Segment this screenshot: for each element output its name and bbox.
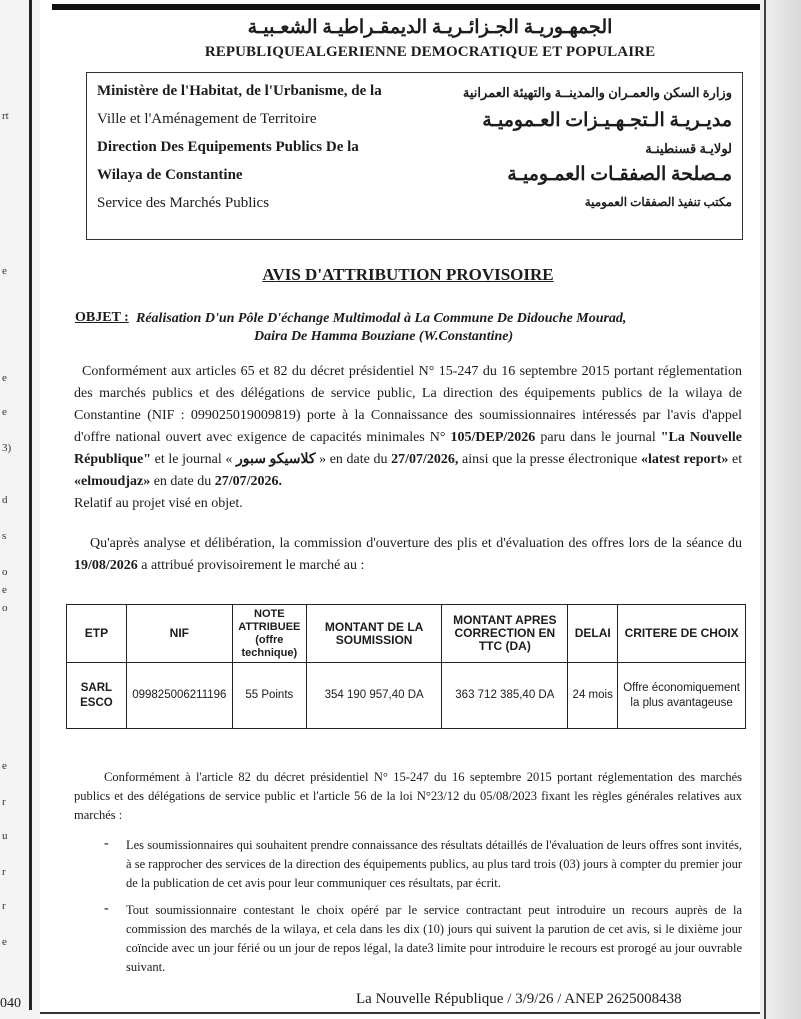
intro-text: paru dans le journal <box>540 430 656 445</box>
arabic-republic-heading: الجمهـوريـة الجـزائـريـة الديمقـراطيـة الشعـبيـة <box>247 17 613 38</box>
legal-paragraph: Conformément à l'article 82 du décret présidentiel N° 15-247 du 16 septembre 2015 portant réglementation des marchés publics et des délégations de service public et l'article 56 de la loi N°23/12 du 05/08/2023 fixant les règles générales relatives aux marchés : <box>74 770 742 822</box>
table-header-row <box>67 605 746 663</box>
margin-fragment: e <box>2 760 7 772</box>
e-press-name: «latest report» <box>641 452 729 467</box>
cell-critere: Offre économiquement la plus avantageuse <box>618 663 746 729</box>
right-edge-rule <box>764 0 766 1019</box>
cell-delai: 24 mois <box>568 663 618 729</box>
bullet-dash: - <box>104 901 109 916</box>
bullet-dash: - <box>104 836 109 851</box>
header-nif: NIF <box>126 605 232 663</box>
margin-fragment: e <box>2 406 7 418</box>
arabic-service-line: مـصلحة الصفقـات العمـوميـة <box>507 164 732 185</box>
objet-text <box>136 310 696 346</box>
tender-reference: 105/DEP/2026 <box>450 430 536 445</box>
table-row <box>67 663 746 729</box>
french-republic-heading: REPUBLIQUEALGERIENNE DEMOCRATIQUE ET POPULAIRE <box>204 44 656 60</box>
arabic-wilaya-line: لولايـة قسنطينـة <box>645 141 732 156</box>
intro-text: ainsi que la presse électronique <box>462 452 638 467</box>
margin-fragment: e <box>2 936 7 948</box>
service-line: Service des Marchés Publics <box>97 195 270 211</box>
ministry-line-2: Ville et l'Aménagement de Territoire <box>97 111 317 127</box>
header-montant: MONTANT DE LA SOUMISSION <box>306 605 442 663</box>
header-etp: ETP <box>67 605 127 663</box>
intro-text: Relatif au projet visé en objet. <box>74 496 243 511</box>
deliberation-text: Qu'après analyse et délibération, la commission d'ouverture des plis et d'évaluation des offres lors de la séance du <box>90 536 742 551</box>
objet-label: OBJET : <box>75 310 129 325</box>
cell-montant-apres: 363 712 385,40 DA <box>442 663 568 729</box>
e-press-name: «elmoudjaz» <box>74 474 151 489</box>
intro-paragraph <box>74 361 742 515</box>
left-margin-rule <box>29 0 32 1010</box>
intro-text: et le journal « <box>154 452 233 467</box>
intro-text: en date du <box>153 474 212 489</box>
session-date: 19/08/2026 <box>74 558 138 573</box>
margin-fragment: o <box>2 602 8 614</box>
margin-fragment: e <box>2 265 7 277</box>
wilaya-line: Wilaya de Constantine <box>97 167 243 183</box>
objet-line-1: Réalisation D'un Pôle D'échange Multimodal à La Commune De Didouche Mourad, <box>136 311 627 326</box>
deliberation-paragraph <box>74 533 742 577</box>
margin-fragment: 3) <box>2 442 12 454</box>
publication-footer: La Nouvelle République / 3/9/26 / ANEP 2625008438 <box>356 991 682 1007</box>
cell-note: 55 Points <box>232 663 306 729</box>
right-scan-edge <box>760 0 801 1019</box>
header-delai: DELAI <box>568 605 618 663</box>
bottom-rule <box>40 1012 760 1014</box>
ministry-line: Ministère de l'Habitat, de l'Urbanisme, de la <box>97 83 382 99</box>
journal-name: "La Nouvelle République" <box>74 430 743 467</box>
arabic-office-line: مكتب تنفيذ الصفقات العمومية <box>584 195 732 209</box>
bullet-item: Les soumissionnaires qui souhaitent prendre connaissance des résultats détaillés de l'évaluation de leurs offres sont invités, à se rapprocher des services de la direction des équipements publics, au plus tard trois (03) jours à compter du premier jour de la publication de cet avis pour leur communiquer ces résultats, par écrit. <box>126 838 742 890</box>
attribution-table <box>66 604 746 729</box>
ministry-header-box <box>86 72 743 240</box>
cell-nif: 099825006211196 <box>126 663 232 729</box>
top-border-bar <box>52 4 760 10</box>
arabic-ministry-line: وزارة السكن والعمـران والمدينــة والتهيئة العمرانية <box>462 85 732 100</box>
objet-line-2: Daira De Hamma Bouziane (W.Constantine) <box>254 329 514 344</box>
notice-title: AVIS D'ATTRIBUTION PROVISOIRE <box>262 265 554 284</box>
direction-line: Direction Des Equipements Publics De la <box>97 139 359 155</box>
header-critere: CRITERE DE CHOIX <box>618 605 746 663</box>
header-montant-apres: MONTANT APRES CORRECTION EN TTC (DA) <box>442 605 568 663</box>
publication-date: 27/07/2026. <box>214 474 283 489</box>
intro-text: et <box>731 452 743 467</box>
arabic-direction-line: مديـريـة الـتجـهـيـزات العـموميـة <box>482 110 732 131</box>
header-note: NOTE ATTRIBUEE (offre technique) <box>232 605 306 663</box>
cell-montant: 354 190 957,40 DA <box>306 663 442 729</box>
margin-fragment: r <box>2 796 6 808</box>
margin-fragment: e <box>2 584 7 596</box>
deliberation-text: a attribué provisoirement le marché au : <box>141 558 365 573</box>
margin-fragment: o <box>2 566 8 578</box>
margin-fragment: r <box>2 866 6 878</box>
page-fragment-number: 040 <box>0 996 21 1011</box>
publication-date: 27/07/2026, <box>391 452 459 467</box>
margin-fragment: s <box>2 530 7 542</box>
cell-etp: SARL ESCO <box>67 663 127 729</box>
margin-fragment: rt <box>2 110 9 122</box>
intro-text: Conformément aux articles 65 et 82 du décret présidentiel N° 15-247 du 16 septembre 2015 portant réglementation des marchés publics et des délégations de service public, La direction des équipements publics de la wilaya de Constantine (NIF : 099025019009819) porte à la Connaissance des soumissionnaires intéressés par l'avis d'appel d'offre national ouvert avec exigence de capacités minimales N° <box>74 364 742 445</box>
intro-text: » en date du <box>319 452 388 467</box>
left-page-margin <box>0 0 40 1019</box>
bullet-item: Tout soumissionnaire contestant le choix opéré par le service contractant peut introduire un recours auprès de la commission des marchés de la wilaya, et cela dans les dix (10) jours qui suivent la parution de cet avis, si le dixième jour coïncide avec un jour férié ou un jour de repos légal, la date3 limite pour introduire le recours est prorogé au jour ouvrable suivant. <box>126 903 742 974</box>
margin-fragment: d <box>2 494 8 506</box>
margin-fragment: r <box>2 900 6 912</box>
margin-fragment: e <box>2 372 7 384</box>
arabic-journal-name: كلاسيكو سبور <box>235 452 316 467</box>
margin-fragment: u <box>2 830 8 842</box>
